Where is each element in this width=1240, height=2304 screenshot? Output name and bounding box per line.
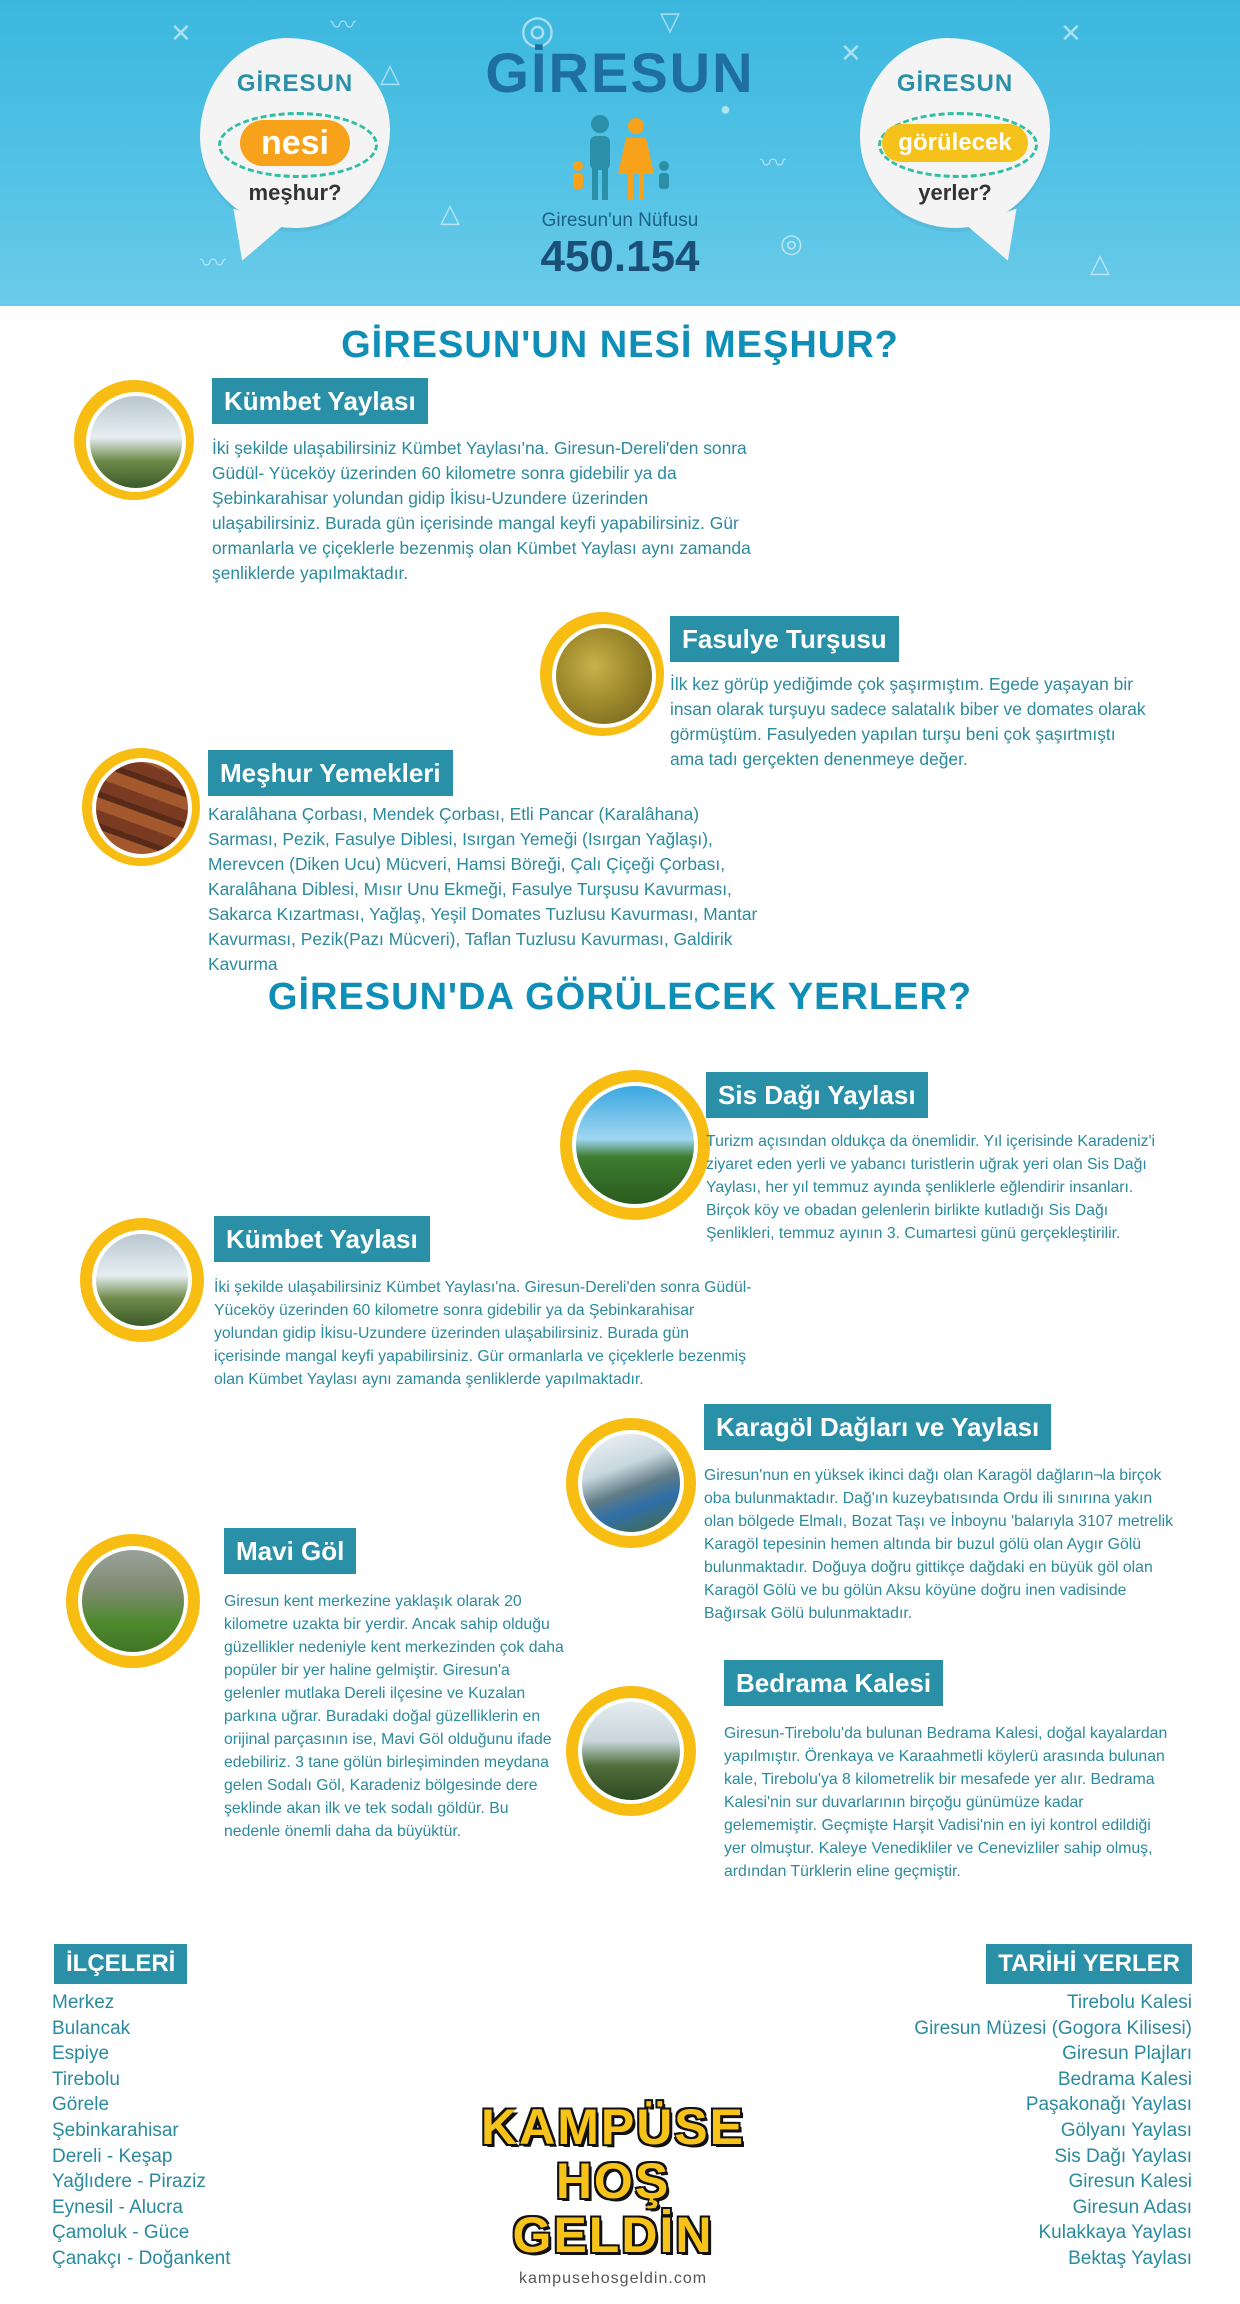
- page-title: GİRESUN: [485, 41, 755, 104]
- label-mavi-gol: Mavi Göl: [224, 1528, 356, 1574]
- photo-blob-icon: [560, 1070, 710, 1220]
- text-kumbet-2: İki şekilde ulaşabilirsiniz Kümbet Yaylası'na. Giresun-Dereli'den sonra Güdül- Yüceköy üzerinden 60 kilometre sonra gidebilir ya da Şebinkarahisar yolundan gidip İkisu-Uzundere üzerinden ulaşabilirsiniz. Burada gün içerisinde mangal keyfi yapabilirsiniz. Gür ormanlarla ve çiçeklerle bezenmiş olan Kümbet Yaylası aynı zamanda şenliklerde yapılmaktadır.: [214, 1279, 752, 1388]
- district-item: Eynesil - Alucra: [52, 2196, 183, 2218]
- speech-bubble-icon: [218, 208, 283, 269]
- historic-place-item: Sis Dağı Yaylası: [1054, 2145, 1192, 2167]
- decor-squiggle-icon: 〰: [330, 10, 357, 40]
- brand-line2: HOŞ GELDİN: [512, 2153, 714, 2263]
- district-item: Görele: [52, 2094, 110, 2116]
- district-item: Şebinkarahisar: [52, 2119, 179, 2141]
- label-yemekleri: Meşhur Yemekleri: [208, 750, 453, 796]
- district-item: Dereli - Keşap: [52, 2145, 173, 2167]
- historic-place-item: Giresun Müzesi (Gogora Kilisesi): [914, 2017, 1192, 2039]
- left-bubble-city: GİRESUN: [236, 70, 354, 97]
- label-bedrama: Bedrama Kalesi: [724, 1660, 943, 1706]
- brand-url: kampusehosgeldin.com: [518, 2270, 708, 2287]
- historic-place-item: Giresun Kalesi: [1068, 2171, 1192, 2193]
- photo-blob-icon: [566, 1686, 696, 1816]
- label-sis-dagi: Sis Dağı Yaylası: [706, 1072, 928, 1118]
- family-icon: [570, 112, 670, 204]
- label-kumbet-1: Kümbet Yaylası: [212, 378, 428, 424]
- historic-place-item: Gölyanı Yaylası: [1060, 2119, 1192, 2141]
- brand-line1: KAMPÜSE: [480, 2099, 746, 2155]
- section2-title: GİRESUN'DA GÖRÜLECEK YERLER?: [267, 976, 973, 1018]
- historic-place-item: Kulakkaya Yaylası: [1038, 2222, 1192, 2244]
- decor-x-icon: ✕: [840, 38, 862, 68]
- district-item: Çanakçı - Doğankent: [52, 2247, 231, 2269]
- right-bubble-question: yerler?: [918, 180, 992, 205]
- district-item: Merkez: [52, 1992, 115, 2013]
- decor-triangle-icon: ▽: [660, 6, 680, 36]
- right-bubble-pill: görülecek: [882, 124, 1028, 162]
- brand-logo: [448, 2100, 778, 2288]
- left-bubble-pill: nesi: [240, 120, 350, 166]
- photo-blob-icon: [80, 1218, 204, 1342]
- decor-squiggle-icon: 〰: [200, 248, 227, 278]
- decor-squiggle-icon: 〰: [760, 148, 787, 178]
- left-speech-bubble: [200, 38, 390, 228]
- photo-blob-icon: [82, 748, 200, 866]
- text-kumbet-1: İki şekilde ulaşabilirsiniz Kümbet Yaylası'na. Giresun-Dereli'den sonra Güdül- Yüceköy üzerinden 60 kilometre sonra gidebilir ya da Şebinkarahisar yolundan gidip İkisu-Uzundere üzerinden ulaşabilirsiniz. Burada gün içerisinde mangal keyfi yapabilirsiniz. Gür ormanlarla ve çiçeklerle bezenmiş olan Kümbet Yaylası aynı zamanda şenliklerde yapılmaktadır.: [212, 438, 751, 583]
- decor-x-icon: ✕: [1060, 18, 1082, 48]
- speech-bubble-icon: [968, 208, 1033, 269]
- historic-place-item: Tirebolu Kalesi: [1067, 1992, 1192, 2013]
- district-item: Espiye: [52, 2043, 110, 2065]
- photo-blob-icon: [66, 1534, 200, 1668]
- district-item: Yağlıdere - Piraziz: [52, 2171, 206, 2193]
- photo-blob-icon: [74, 380, 194, 500]
- decor-triangle-icon: △: [440, 198, 460, 228]
- historic-place-item: Paşakonağı Yaylası: [1025, 2094, 1192, 2116]
- right-bubble-city: GİRESUN: [896, 70, 1014, 97]
- label-karagol: Karagöl Dağları ve Yaylası: [704, 1404, 1051, 1450]
- historic-title: TARİHİ YERLER: [986, 1944, 1192, 1984]
- districts-list: [52, 1990, 372, 2272]
- text-karagol: Giresun'nun en yüksek ikinci dağı olan Karagöl dağların¬la birçok oba bulunmaktadır. Dağ'ın kuzeybatısında Ordu ili sınırına yakın olan bölgede Elmalı, Bozat Taşı ve İnboynu 'balarıyla 3107 metrelik Karagöl tepesinin hemen altında bir buzul gölü olan Aygır Gölü bulunmaktadır. Doğuya doğru gittikçe dağdaki en büyük göl olan Karagöl Gölü ve bu gölün Aksu köyüne doğru inen vadisinde Bağırsak Gölü bulunmaktadır.: [704, 1467, 1174, 1622]
- population-value: 450.154: [540, 232, 700, 281]
- header-banner: [0, 0, 1240, 306]
- text-bedrama: Giresun-Tirebolu'da bulunan Bedrama Kalesi, doğal kayalardan yapılmıştır. Örenkaya ve Karaahmetli köylerü arasında bulunan kale, Tirebolu'ya 8 kilometrelik bir mesafede yer alır. Bedrama Kalesi'nin sur duvarlarının birçoğu günümüze kadar gelememiştir. Geçmişte Harşit Vadisi'nin en iyi kontrol edildiği yer olmuştur. Kaleye Venedikliler ve Cenevizliler sahip olmuş, ardından Türklerin eline geçmiştir.: [724, 1725, 1168, 1880]
- right-speech-bubble: [860, 38, 1050, 228]
- section1-title: GİRESUN'UN NESİ MEŞHUR?: [341, 324, 899, 366]
- decor-dot-icon: ●: [720, 99, 731, 119]
- left-bubble-question: meşhur?: [248, 180, 342, 205]
- district-item: Tirebolu: [52, 2068, 120, 2090]
- photo-blob-icon: [540, 612, 664, 736]
- decor-circle-icon: ◎: [780, 228, 803, 258]
- decor-x-icon: ✕: [170, 18, 192, 48]
- historic-list: [772, 1990, 1192, 2272]
- decor-triangle-icon: △: [380, 58, 400, 88]
- photo-blob-icon: [566, 1418, 696, 1548]
- label-kumbet-2: Kümbet Yaylası: [214, 1216, 430, 1262]
- historic-place-item: Bedrama Kalesi: [1057, 2068, 1192, 2090]
- district-item: Çamoluk - Güce: [52, 2222, 190, 2244]
- district-item: Bulancak: [52, 2017, 131, 2039]
- text-fasulye: İlk kez görüp yediğimde çok şaşırmıştım. Egede yaşayan bir insan olarak turşuyu sadece salatalık biber ve domates olarak görmüştüm. Fasulyeden yapılan turşu beni çok şaşırtmıştı ama tadı gerçekten denenmeye değer.: [670, 674, 1146, 769]
- historic-place-item: Giresun Plajları: [1062, 2043, 1192, 2065]
- historic-place-item: Bektaş Yaylası: [1068, 2247, 1192, 2269]
- historic-place-item: Giresun Adası: [1072, 2196, 1192, 2218]
- decor-circle-icon: ◎: [520, 8, 555, 52]
- label-fasulye: Fasulye Turşusu: [670, 616, 899, 662]
- text-sis-dagi: Turizm açısından oldukça da önemlidir. Yıl içerisinde Karadeniz'i ziyaret eden yerli ve yabancı turistlerin uğrak yeri olan Sis Dağı Yaylası, her yıl temmuz ayında şenliklerle eğlendirir insanları. Birçok köy ve obadan gelenlerin birlikte kutladığı Sis Dağı Şenlikleri, temmuz ayının 3. Cumartesi günü gerçekleştirilir.: [706, 1133, 1156, 1242]
- districts-title: İLÇELERİ: [54, 1944, 187, 1984]
- text-mavi-gol: Giresun kent merkezine yaklaşık olarak 20 kilometre uzakta bir yerdir. Ancak sahip olduğu güzellikler nedeniyle kent merkezinden çok daha popüler bir yer haline gelmiştir. Giresun'a gelenler mutlaka Dereli ilçesine ve Kuzalan parkına uğrar. Buradaki doğal güzelliklerin en orijinal parçasının ise, Mavi Göl olduğunu ifade edebiliriz. 3 tane gölün birleşiminden meydana gelen Sodalı Göl, Karadeniz bölgesinde dere şeklinde akan ilk ve tek sodalı göldür. Bu nedenle önemli daha da büyüktür.: [224, 1593, 564, 1840]
- text-yemekleri: Karalâhana Çorbası, Mendek Çorbası, Etli Pancar (Karalâhana) Sarması, Pezik, Fasulye Diblesi, Isırgan Yemeği (Isırgan Yağlaşı), Merevcen (Diken Ucu) Mücveri, Hamsi Böreği, Çalı Çiçeği Çorbası, Karalâhana Diblesi, Mısır Unu Ekmeği, Fasulye Turşusu Kavurması, Sakarca Kızartması, Yağlaş, Yeşil Domates Tuzlusu Kavurması, Mantar Kavurması, Pezik(Pazı Mücveri), Taflan Tuzlusu Kavurması, Galdirik Kavurma: [208, 804, 758, 974]
- population-label: Giresun'un Nüfusu: [541, 210, 699, 231]
- decor-triangle-icon: △: [1090, 248, 1110, 278]
